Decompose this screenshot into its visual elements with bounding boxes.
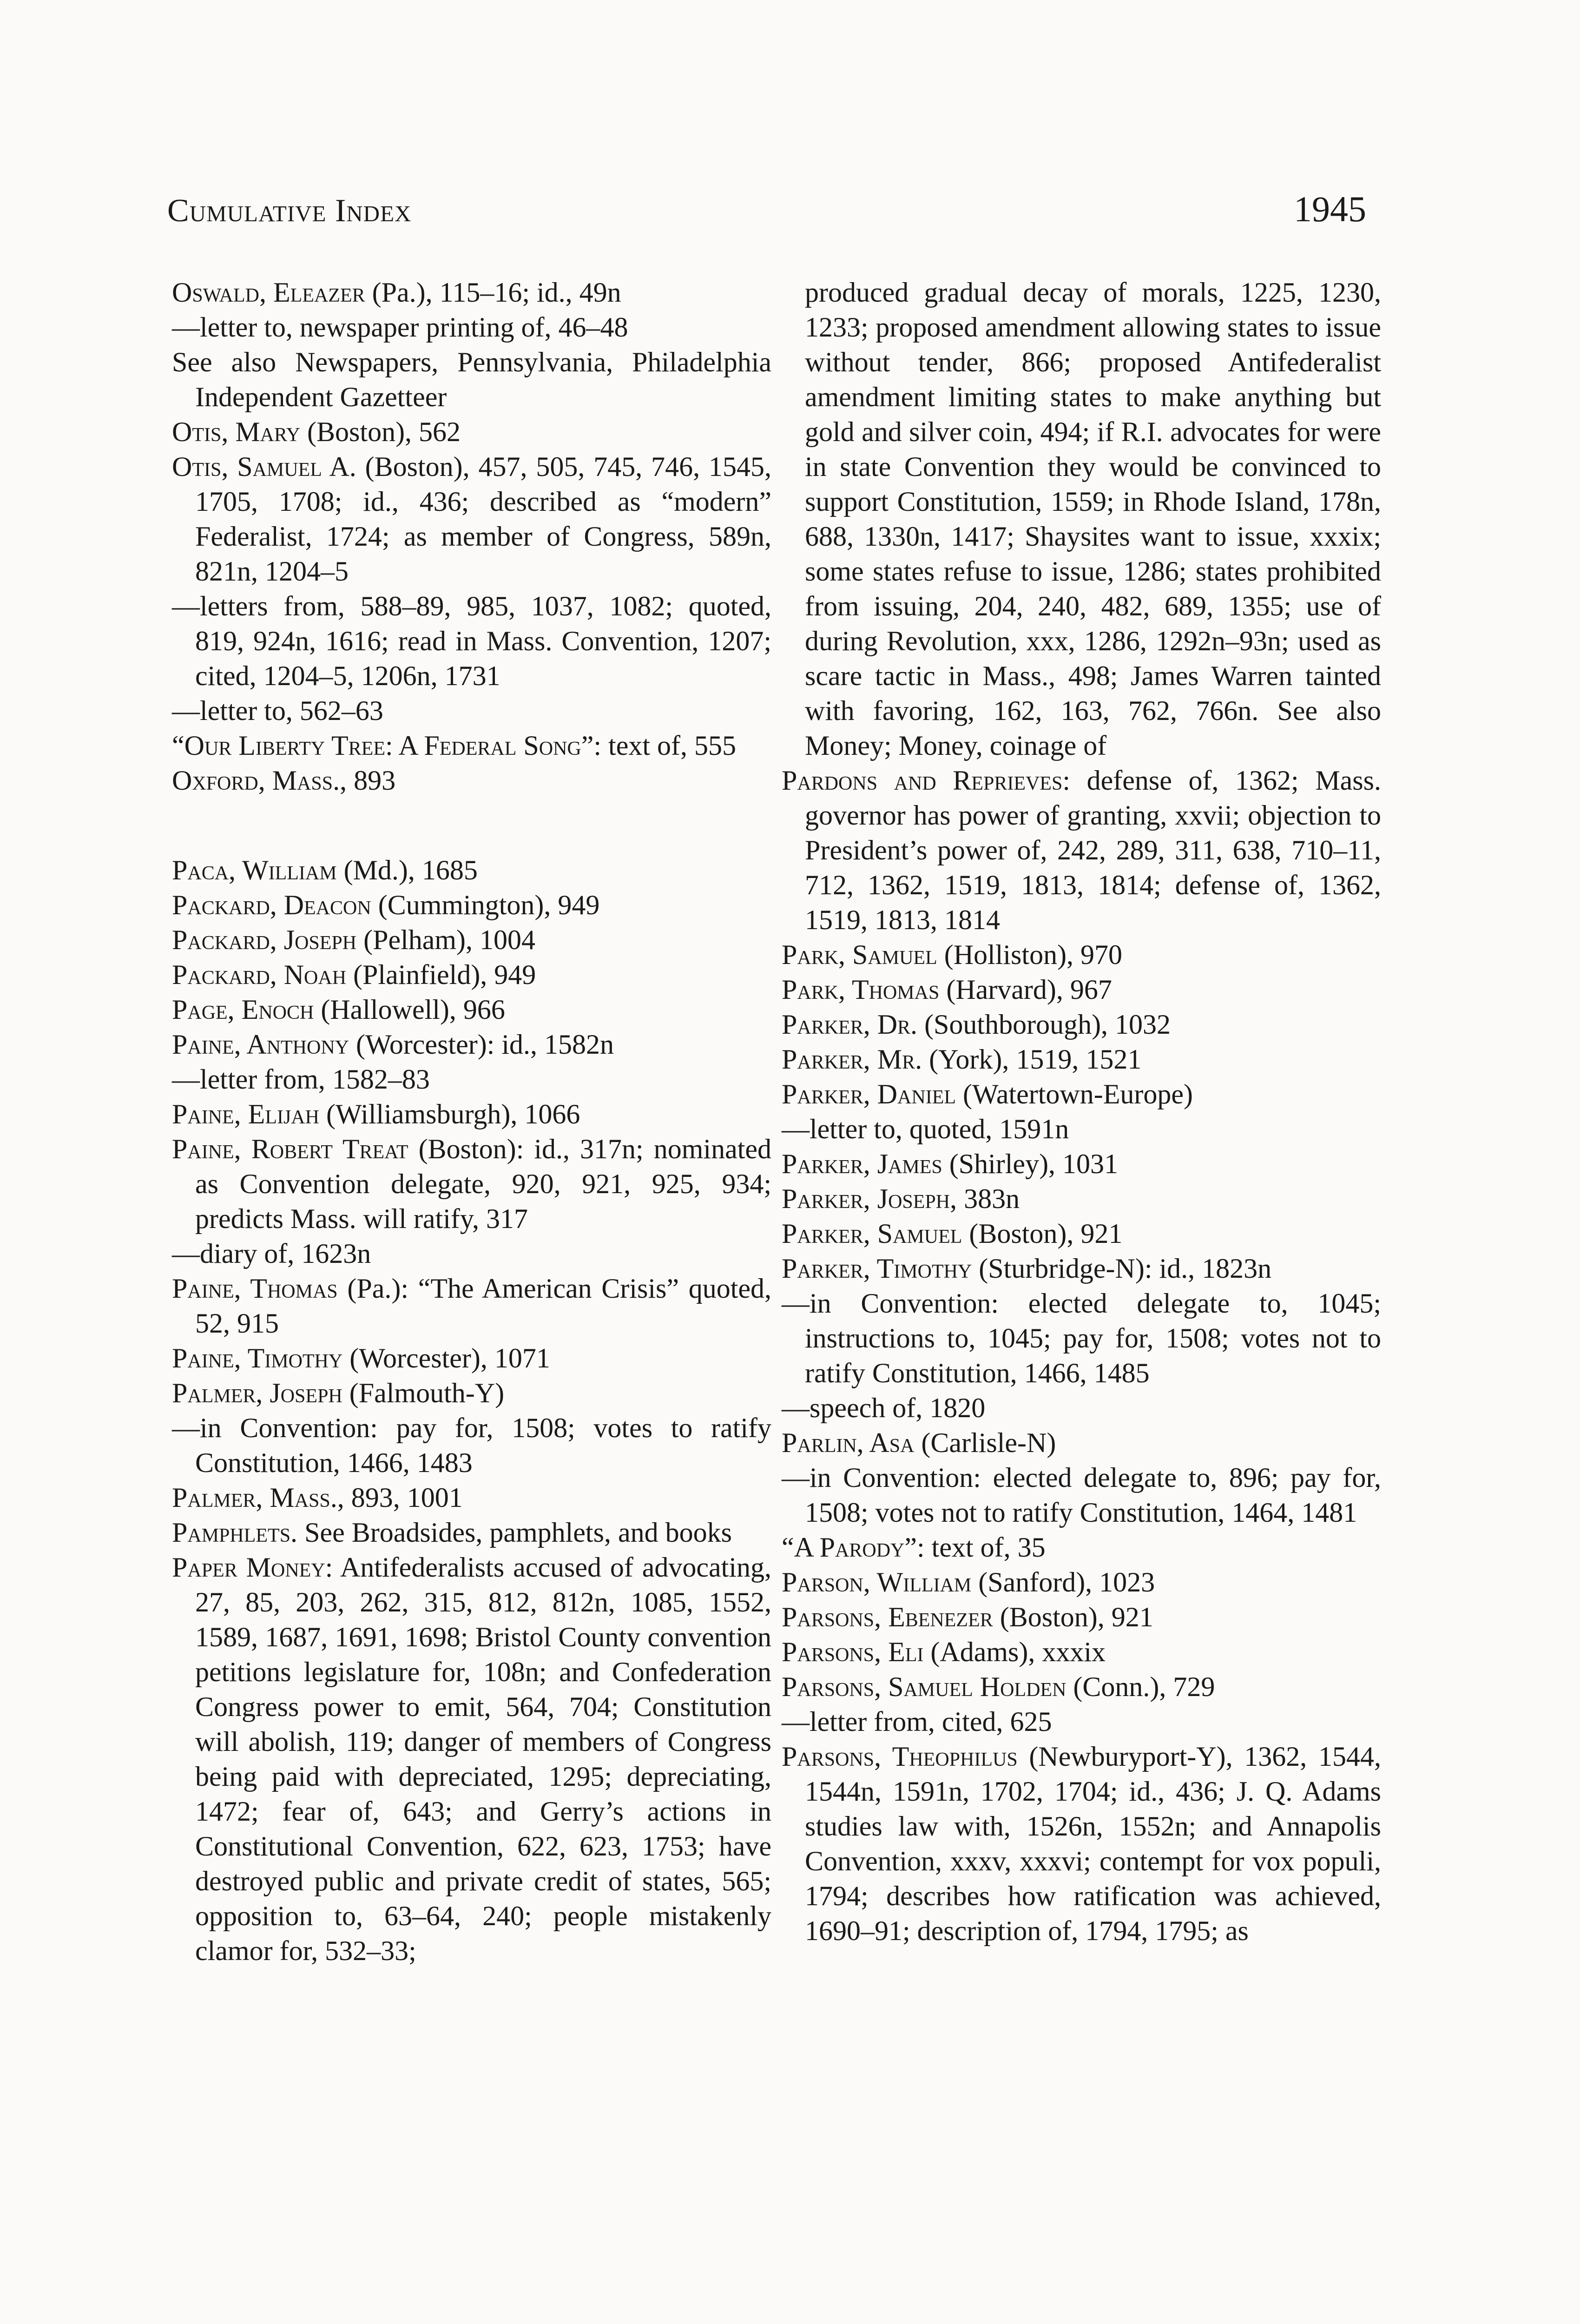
index-column-right bbox=[782, 275, 1381, 1948]
index-entry bbox=[782, 938, 1381, 972]
entry-heading: Paine, Anthony bbox=[172, 1029, 349, 1060]
index-entry bbox=[172, 728, 771, 763]
entry-heading: Parsons, Theophilus bbox=[782, 1741, 1018, 1772]
entry-heading: “Our Liberty Tree: A Federal Song” bbox=[172, 730, 594, 761]
entry-heading: Packard, Deacon bbox=[172, 890, 371, 920]
entry-text: —letter from, cited, 625 bbox=[782, 1706, 1052, 1737]
entry-heading: Paine, Elijah bbox=[172, 1099, 319, 1129]
index-subentry bbox=[782, 1460, 1381, 1530]
index-entry bbox=[172, 415, 771, 449]
entry-text: (Worcester): id., 1582n bbox=[349, 1029, 614, 1060]
entry-text: —in Convention: elected delegate to, 1045; instructions to, 1045; pay for, 1508; votes not to ratify Constitution, 1466, 1485 bbox=[782, 1288, 1381, 1388]
entry-heading: Parker, James bbox=[782, 1149, 942, 1179]
index-entry bbox=[782, 972, 1381, 1007]
entry-heading: Paper Money bbox=[172, 1552, 325, 1583]
entry-text: (Newburyport-Y), 1362, 1544, 1544n, 1591n, 1702, 1704; id., 436; J. Q. Adams studies law with, 1526n, 1552n; and Annapolis Convention, xxxv, xxxvi; contempt for vox populi, 1794; describes how ratification was achieved, 1690–91; description of, 1794, 1795; as bbox=[805, 1741, 1381, 1946]
entry-text: (Southborough), 1032 bbox=[917, 1009, 1171, 1040]
index-entry bbox=[782, 763, 1381, 938]
entry-text: (Boston): id., 317n; nominated as Convention delegate, 920, 921, 925, 934; predicts Mass. will ratify, 317 bbox=[195, 1134, 772, 1234]
index-subentry bbox=[782, 1112, 1381, 1147]
entry-text: , 383n bbox=[950, 1183, 1020, 1214]
index-entry bbox=[172, 957, 771, 992]
entry-heading: Paine, Robert Treat bbox=[172, 1134, 408, 1164]
entry-heading: Paine, Timothy bbox=[172, 1343, 343, 1373]
entry-text: —in Convention: elected delegate to, 896; pay for, 1508; votes not to ratify Constitution, 1464, 1481 bbox=[782, 1462, 1381, 1528]
entry-text: produced gradual decay of morals, 1225, 1230, 1233; proposed amendment allowing states to issue without tender, 866; proposed Antifederalist amendment limiting states to make anything but gold and silver coin, 494; if R.I. advocates for were in state Convention they would be convinced to support Constitution, 1559; in Rhode Island, 178n, 688, 1330n, 1417; Shaysites want to issue, xxxix; some states refuse to issue, 1286; states prohibited from issuing, 204, 240, 482, 689, 1355; use of during Revolution, xxx, 1286, 1292n–93n; used as scare tactic in Mass., 498; James Warren tainted with favoring, 162, 163, 762, 766n. See also Money; Money, coinage of bbox=[805, 277, 1381, 761]
index-subentry bbox=[172, 1062, 771, 1097]
running-header bbox=[167, 188, 1366, 230]
entry-heading: Page, Enoch bbox=[172, 994, 314, 1025]
entry-heading: Oswald, Eleazer bbox=[172, 277, 365, 308]
index-subentry bbox=[172, 345, 771, 415]
index-entry bbox=[172, 1376, 771, 1411]
entry-heading: Parsons, Ebenezer bbox=[782, 1602, 993, 1632]
index-subentry bbox=[172, 1411, 771, 1480]
entry-heading: “A Parody” bbox=[782, 1532, 917, 1563]
index-entry bbox=[782, 1077, 1381, 1112]
index-entry bbox=[172, 1027, 771, 1062]
running-title: Cumulative Index bbox=[167, 193, 412, 229]
entry-heading: Packard, Noah bbox=[172, 959, 347, 990]
index-subentry bbox=[172, 1236, 771, 1271]
index-entry bbox=[172, 275, 771, 310]
entry-text: (Harvard), 967 bbox=[939, 974, 1112, 1005]
entry-text: : Antifederalists accused of advocating, 27, 85, 203, 262, 315, 812, 812n, 1085, 1552, 1589, 1687, 1691, 1698; Bristol County convention petitions legislature for, 108n; and Confederation Congress power to emit, 564, 704; Constitution will abolish, 119; danger of members of Congress being paid with depreciated, 1295; depreciating, 1472; fear of, 643; and Gerry’s actions in Constitutional Convention, 622, 623, 1753; have destroyed public and private credit of states, 565; opposition to, 63–64, 240; people mistakenly clamor for, 532–33; bbox=[195, 1552, 771, 1966]
entry-heading: Pardons and Reprieves bbox=[782, 765, 1063, 796]
entry-text: (York), 1519, 1521 bbox=[922, 1044, 1142, 1075]
entry-text: (Watertown-Europe) bbox=[956, 1079, 1193, 1109]
index-subentry bbox=[782, 1286, 1381, 1391]
entry-heading: Oxford, Mass. bbox=[172, 765, 340, 796]
entry-text: (Boston), 921 bbox=[962, 1218, 1123, 1249]
entry-text: —letter from, 1582–83 bbox=[172, 1064, 430, 1095]
index-entry bbox=[782, 1251, 1381, 1286]
index-entry bbox=[782, 1147, 1381, 1182]
entry-heading: Parker, Timothy bbox=[782, 1253, 972, 1284]
entry-text: (Shirley), 1031 bbox=[942, 1149, 1119, 1179]
index-entry bbox=[172, 763, 771, 798]
index-subentry bbox=[172, 589, 771, 693]
entry-text: —letters from, 588–89, 985, 1037, 1082; quoted, 819, 924n, 1616; read in Mass. Convention, 1207; cited, 1204–5, 1206n, 1731 bbox=[172, 591, 771, 691]
entry-text: (Falmouth-Y) bbox=[342, 1378, 505, 1408]
entry-text: (Pa.): “The American Crisis” quoted, 52, 915 bbox=[195, 1273, 771, 1339]
entry-text: (Carlisle-N) bbox=[914, 1427, 1056, 1458]
index-subentry bbox=[172, 693, 771, 728]
entry-text: (Boston), 457, 505, 745, 746, 1545, 1705, 1708; id., 436; described as “modern” Federalist, 1724; as member of Congress, 589n, 821n, 1204–5 bbox=[195, 451, 771, 587]
entry-text: See also Newspapers, Pennsylvania, Philadelphia Independent Gazetteer bbox=[172, 347, 771, 412]
entry-text: (Hallowell), 966 bbox=[314, 994, 505, 1025]
index-entry bbox=[172, 1341, 771, 1376]
letter-section-gap bbox=[172, 798, 771, 853]
entry-heading: Parson, William bbox=[782, 1567, 972, 1598]
entry-heading: Parker, Mr. bbox=[782, 1044, 922, 1075]
entry-text: : text of, 35 bbox=[917, 1532, 1046, 1563]
entry-text: (Md.), 1685 bbox=[336, 855, 478, 885]
entry-heading: Packard, Joseph bbox=[172, 924, 357, 955]
index-entry bbox=[172, 1550, 771, 1968]
entry-heading: Palmer, Joseph bbox=[172, 1378, 342, 1408]
index-entry bbox=[172, 449, 771, 589]
index-column-left bbox=[172, 275, 771, 1968]
entry-text: (Boston), 921 bbox=[993, 1602, 1153, 1632]
entry-heading: Parker, Daniel bbox=[782, 1079, 956, 1109]
index-entry bbox=[172, 1132, 771, 1236]
index-entry bbox=[782, 1042, 1381, 1077]
entry-text: , 893, 1001 bbox=[337, 1482, 463, 1513]
entry-text: (Pelham), 1004 bbox=[356, 924, 536, 955]
entry-text: See Broadsides, pamphlets, and books bbox=[297, 1517, 732, 1548]
index-entry bbox=[172, 853, 771, 888]
index-entry bbox=[782, 1182, 1381, 1216]
entry-text: (Worcester), 1071 bbox=[342, 1343, 550, 1373]
entry-text: (Conn.), 729 bbox=[1066, 1671, 1215, 1702]
entry-text: (Cummington), 949 bbox=[371, 890, 600, 920]
entry-heading: Otis, Mary bbox=[172, 416, 301, 447]
index-entry bbox=[782, 1216, 1381, 1251]
index-entry bbox=[172, 923, 771, 957]
entry-heading: Parsons, Samuel Holden bbox=[782, 1671, 1066, 1702]
entry-text: (Sturbridge-N): id., 1823n bbox=[972, 1253, 1272, 1284]
entry-heading: Paine, Thomas bbox=[172, 1273, 338, 1304]
entry-text: (Adams), xxxix bbox=[923, 1637, 1106, 1667]
index-entry bbox=[172, 1097, 771, 1132]
index-entry bbox=[172, 992, 771, 1027]
page-number: 1945 bbox=[1294, 189, 1366, 229]
entry-heading: Park, Samuel bbox=[782, 939, 937, 970]
entry-heading: Parsons, Eli bbox=[782, 1637, 924, 1667]
entry-text: —speech of, 1820 bbox=[782, 1393, 986, 1423]
entry-text: (Boston), 562 bbox=[300, 416, 461, 447]
entry-text: —letter to, newspaper printing of, 46–48 bbox=[172, 312, 628, 343]
entry-text: (Holliston), 970 bbox=[937, 939, 1123, 970]
entry-text: (Sanford), 1023 bbox=[971, 1567, 1155, 1598]
index-subentry bbox=[172, 310, 771, 345]
entry-text: (Williamsburgh), 1066 bbox=[319, 1099, 580, 1129]
entry-heading: Parlin, Asa bbox=[782, 1427, 915, 1458]
index-entry bbox=[172, 1480, 771, 1515]
entry-text: (Pa.), 115–16; id., 49n bbox=[365, 277, 621, 308]
entry-text: —letter to, quoted, 1591n bbox=[782, 1114, 1069, 1144]
index-subentry bbox=[782, 1704, 1381, 1739]
index-entry bbox=[782, 1565, 1381, 1600]
entry-heading: Otis, Samuel A. bbox=[172, 451, 356, 482]
index-entry bbox=[172, 1271, 771, 1341]
entry-text: —letter to, 562–63 bbox=[172, 695, 383, 726]
entry-text: (Plainfield), 949 bbox=[346, 959, 536, 990]
entry-text: , 893 bbox=[340, 765, 396, 796]
index-entry bbox=[782, 1635, 1381, 1670]
entry-text: —in Convention: pay for, 1508; votes to ratify Constitution, 1466, 1483 bbox=[172, 1413, 771, 1478]
entry-heading: Parker, Dr. bbox=[782, 1009, 918, 1040]
entry-text: : defense of, 1362; Mass. governor has power of granting, xxvii; objection to President’s power of, 242, 289, 311, 638, 710–11, 712, 1362, 1519, 1813, 1814; defense of, 1362, 1519, 1813, 1814 bbox=[805, 765, 1381, 935]
entry-heading: Park, Thomas bbox=[782, 974, 940, 1005]
entry-heading: Paca, William bbox=[172, 855, 337, 885]
index-entry bbox=[782, 1670, 1381, 1704]
entry-text: : text of, 555 bbox=[593, 730, 736, 761]
index-entry bbox=[172, 888, 771, 923]
index-entry bbox=[782, 1530, 1381, 1565]
entry-heading: Palmer, Mass. bbox=[172, 1482, 337, 1513]
entry-heading: Parker, Samuel bbox=[782, 1218, 962, 1249]
index-entry bbox=[782, 1739, 1381, 1948]
index-entry bbox=[172, 1515, 771, 1550]
index-subentry bbox=[782, 1391, 1381, 1426]
index-entry bbox=[782, 1600, 1381, 1635]
entry-heading: Parker, Joseph bbox=[782, 1183, 950, 1214]
index-entry bbox=[782, 1426, 1381, 1460]
entry-heading: Pamphlets. bbox=[172, 1517, 298, 1548]
index-entry-continued bbox=[782, 275, 1381, 763]
entry-text: —diary of, 1623n bbox=[172, 1238, 371, 1269]
index-entry bbox=[782, 1007, 1381, 1042]
